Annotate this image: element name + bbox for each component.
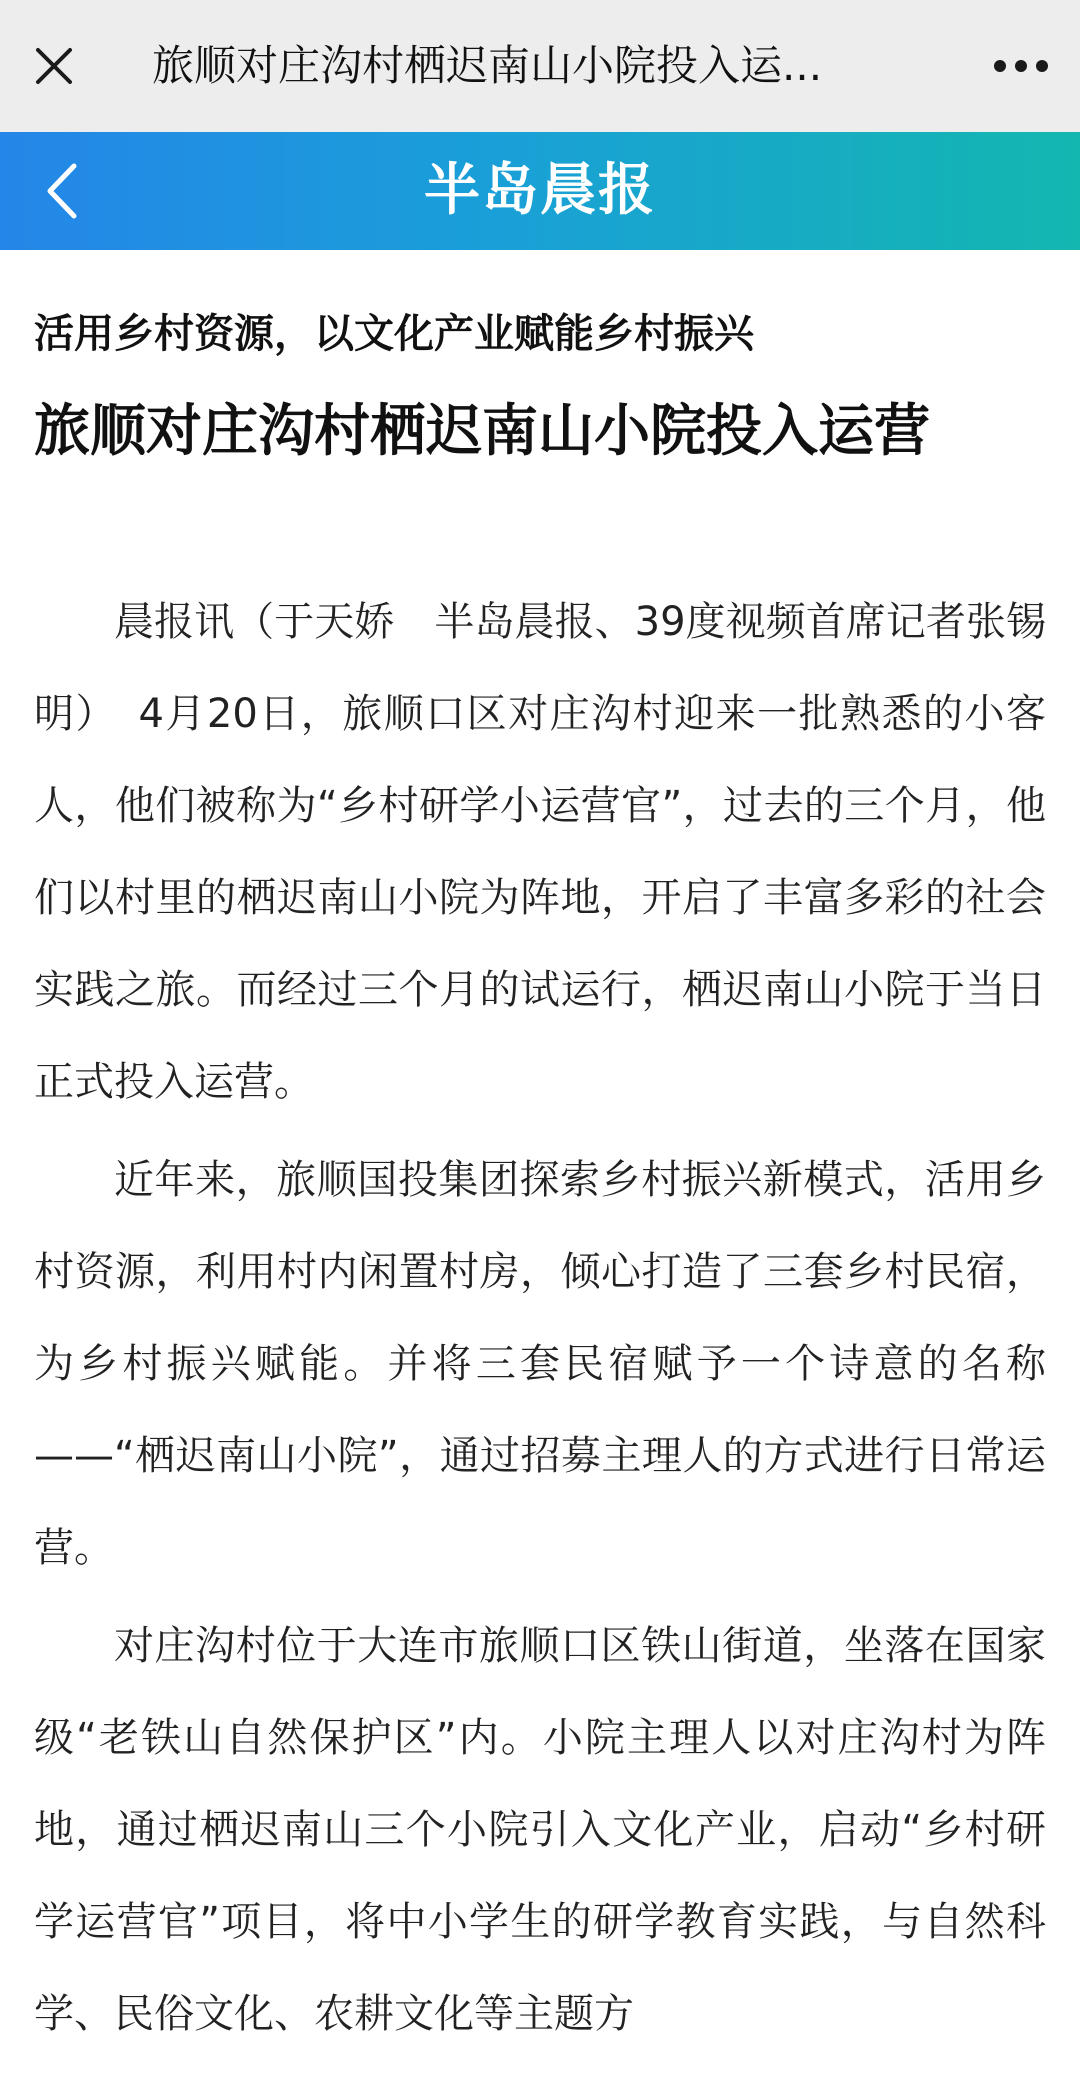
close-button[interactable]	[24, 36, 84, 96]
article-title: 旅顺对庄沟村栖迟南山小院投入运营	[34, 399, 930, 464]
more-button[interactable]	[986, 36, 1056, 96]
article-paragraph: 晨报讯（于天娇 半岛晨报、39度视频首席记者张锡明） 4月20日，旅顺口区对庄沟村迎来一批熟悉的小客人，他们被称为“乡村研学小运营官”，过去的三个月，他们以村里的栖迟南山小院为阵地，开启了丰富多彩的社会实践之旅。而经过三个月的试运行，栖迟南山小院于当日正式投入运营。	[34, 599, 1046, 1105]
brand-logo: 半岛晨报	[424, 158, 656, 223]
article-body	[34, 576, 1046, 2060]
close-icon	[24, 36, 84, 96]
top-bar	[0, 0, 1080, 132]
article-content	[34, 250, 1046, 2066]
article-paragraph: 近年来，旅顺国投集团探索乡村振兴新模式，活用乡村资源，利用村内闲置村房，倾心打造了三套乡村民宿，为乡村振兴赋能。并将三套民宿赋予一个诗意的名称——“栖迟南山小院”，通过招募主理人的方式进行日常运营。	[34, 1157, 1046, 1571]
window-title: 旅顺对庄沟村栖迟南山小院投入运...	[152, 41, 823, 90]
more-horizontal-icon	[986, 36, 1056, 96]
brand-bar	[0, 132, 1080, 250]
article-subtitle: 活用乡村资源，以文化产业赋能乡村振兴	[34, 311, 754, 357]
article-paragraph: 对庄沟村位于大连市旅顺口区铁山街道，坐落在国家级“老铁山自然保护区”内。小院主理人以对庄沟村为阵地，通过栖迟南山三个小院引入文化产业，启动“乡村研学运营官”项目，将中小学生的研学教育实践，与自然科学、民俗文化、农耕文化等主题方	[34, 1623, 1046, 2037]
